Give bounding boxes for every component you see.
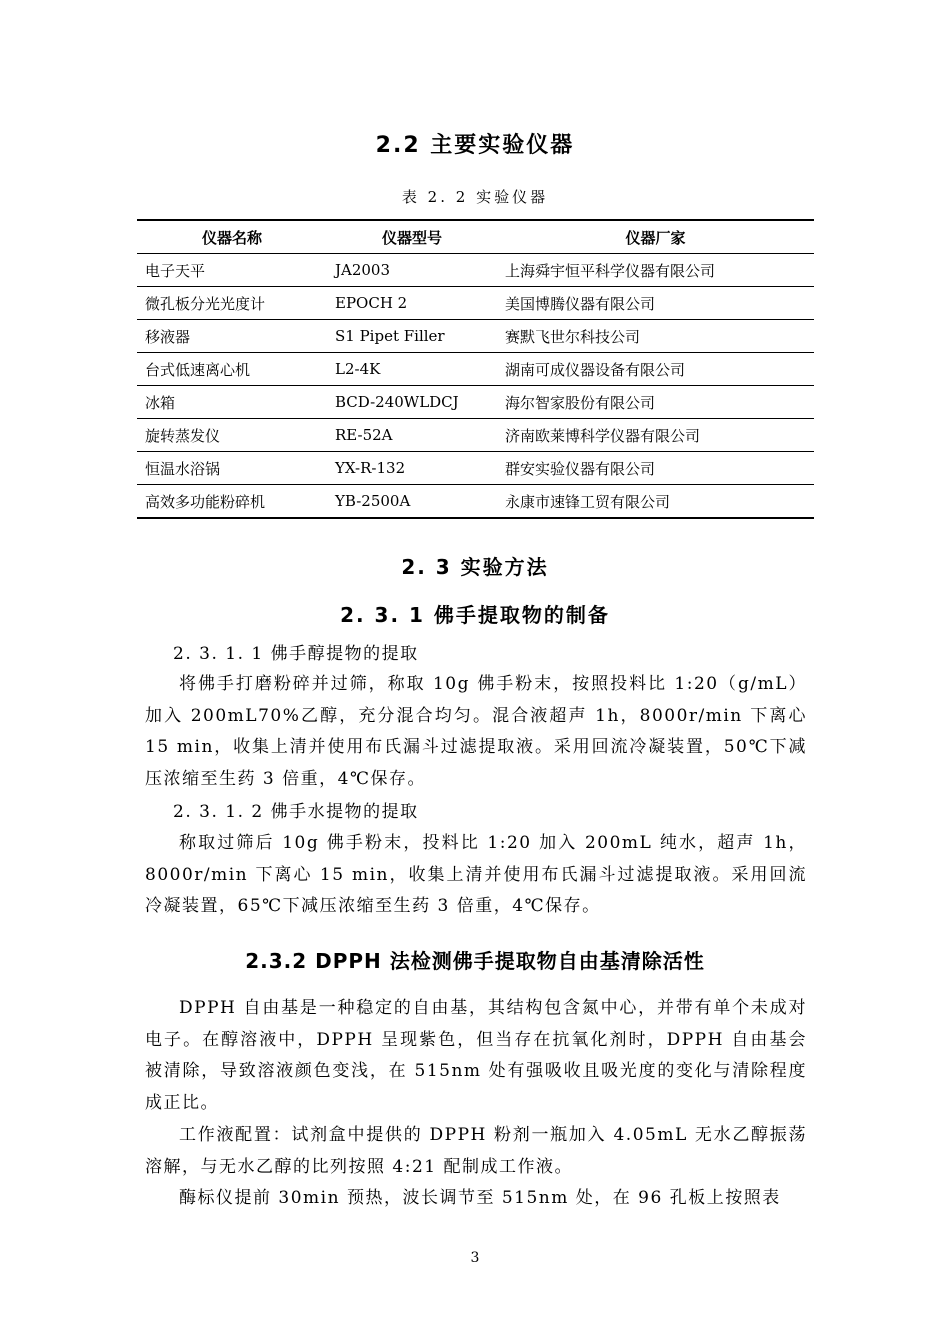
- cell-name: 电子天平: [137, 254, 327, 287]
- instrument-table: [137, 219, 814, 519]
- cell-manufacturer: 赛默飞世尔科技公司: [497, 320, 814, 353]
- cell-model: YB-2500A: [327, 485, 497, 519]
- paragraph-text: 工作液配置：试剂盒中提供的 DPPH 粉剂一瓶加入 4.05mL 无水乙醇振荡溶解，与无水乙醇的比列按照 4:21 配制成工作液。: [145, 1125, 807, 1177]
- cell-name: 移液器: [137, 320, 327, 353]
- cell-manufacturer: 永康市速锋工贸有限公司: [497, 485, 814, 519]
- paragraph-text: DPPH 自由基是一种稳定的自由基，其结构包含氮中心，并带有单个未成对电子。在醇溶液中，DPPH 呈现紫色，但当存在抗氧化剂时，DPPH 自由基会被清除，导致溶液颜色变浅，在 515nm 处有强吸收且吸光度的变化与清除程度成正比。: [145, 998, 807, 1113]
- cell-model: EPOCH 2: [327, 287, 497, 320]
- column-header-model: 仪器型号: [327, 220, 497, 254]
- cell-manufacturer: 美国博腾仪器有限公司: [497, 287, 814, 320]
- cell-name: 微孔板分光光度计: [137, 287, 327, 320]
- cell-name: 高效多功能粉碎机: [137, 485, 327, 519]
- table-row: [137, 386, 814, 419]
- cell-name: 旋转蒸发仪: [137, 419, 327, 452]
- column-header-name: 仪器名称: [137, 220, 327, 254]
- cell-model: S1 Pipet Filler: [327, 320, 497, 353]
- table-row: [137, 353, 814, 386]
- subsection-title-2-3-1-1: 2. 3. 1. 1 佛手醇提物的提取: [173, 644, 419, 664]
- table-row: [137, 287, 814, 320]
- section-heading-2-2: 2.2 主要实验仪器: [375, 133, 575, 158]
- subsection-title-2-3-1-2: 2. 3. 1. 2 佛手水提物的提取: [173, 802, 419, 822]
- cell-name: 恒温水浴锅: [137, 452, 327, 485]
- section-heading-2-3: 2. 3 实验方法: [401, 555, 549, 579]
- section-heading-2-3-1: 2. 3. 1 佛手提取物的制备: [340, 603, 610, 627]
- cell-manufacturer: 济南欧莱博科学仪器有限公司: [497, 419, 814, 452]
- page-number: 3: [470, 1250, 480, 1266]
- cell-name: 冰箱: [137, 386, 327, 419]
- table-row: [137, 485, 814, 519]
- paragraph-text: 称取过筛后 10g 佛手粉末，投料比 1:20 加入 200mL 纯水，超声 1h，8000r/min 下离心 15 min，收集上清并使用布氏漏斗过滤提取液。采用回流冷凝装置，65℃下减压浓缩至生药 3 倍重，4℃保存。: [145, 833, 807, 916]
- paragraph-dpph-intro: [145, 993, 807, 1119]
- cell-manufacturer: 上海舜宇恒平科学仪器有限公司: [497, 254, 814, 287]
- cell-model: JA2003: [327, 254, 497, 287]
- cell-model: RE-52A: [327, 419, 497, 452]
- cell-model: BCD-240WLDCJ: [327, 386, 497, 419]
- table-header-row: [137, 220, 814, 254]
- paragraph-alcohol-extraction: [145, 669, 807, 795]
- paragraph-plate-reader: [145, 1183, 807, 1215]
- table-row: [137, 320, 814, 353]
- table-row: [137, 419, 814, 452]
- cell-manufacturer: 海尔智家股份有限公司: [497, 386, 814, 419]
- paragraph-working-solution: [145, 1120, 807, 1183]
- table-row: [137, 452, 814, 485]
- paragraph-water-extraction: [145, 828, 807, 923]
- table-row: [137, 254, 814, 287]
- cell-model: YX-R-132: [327, 452, 497, 485]
- table-caption: 表 2. 2 实验仪器: [401, 188, 549, 206]
- section-heading-2-3-2: 2.3.2 DPPH 法检测佛手提取物自由基清除活性: [245, 949, 705, 973]
- paragraph-text: 酶标仪提前 30min 预热，波长调节至 515nm 处，在 96 孔板上按照表: [179, 1188, 781, 1208]
- cell-manufacturer: 湖南可成仪器设备有限公司: [497, 353, 814, 386]
- column-header-manufacturer: 仪器厂家: [497, 220, 814, 254]
- cell-manufacturer: 群安实验仪器有限公司: [497, 452, 814, 485]
- cell-model: L2-4K: [327, 353, 497, 386]
- cell-name: 台式低速离心机: [137, 353, 327, 386]
- paragraph-text: 将佛手打磨粉碎并过筛，称取 10g 佛手粉末，按照投料比 1:20（g/mL）加入 200mL70%乙醇，充分混合均匀。混合液超声 1h，8000r/min 下离心 15 min，收集上清并使用布氏漏斗过滤提取液。采用回流冷凝装置，50℃下减压浓缩至生药 3 倍重，4℃保存。: [145, 674, 807, 789]
